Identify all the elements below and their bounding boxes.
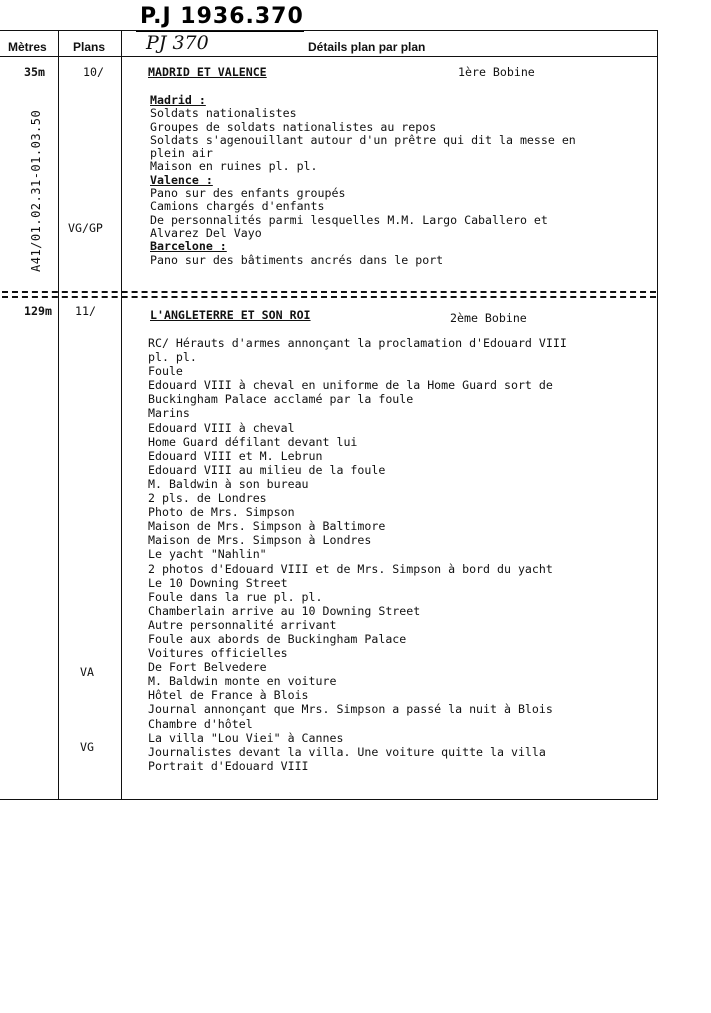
shot-line: Journal annonçant que Mrs. Simpson a passé la nuit à Blois [148, 702, 553, 717]
header-metres: Mètres [8, 40, 47, 54]
shot-line: Foule [148, 364, 183, 379]
section-separator [2, 291, 656, 293]
section2-title: L'ANGLETERRE ET SON ROI [150, 308, 311, 322]
section1-plan-no: 10/ [83, 65, 104, 79]
section2-lines [148, 337, 567, 774]
section1-title: MADRID ET VALENCE [148, 65, 267, 79]
section1-metres: 35m [24, 65, 45, 79]
shot-line: Foule aux abords de Buckingham Palace [148, 631, 407, 646]
shot-line: pl. pl. [148, 350, 197, 365]
shot-line: Buckingham Palace acclamé par la foule [148, 392, 414, 407]
shot-line: Edouard VIII à cheval en uniforme de la Home Guard sort de [148, 378, 553, 393]
header-top-rule [0, 30, 658, 31]
shot-line: Madrid : [150, 93, 206, 107]
section1-bobine: 1ère Bobine [458, 65, 535, 79]
section2-vg: VG [80, 740, 94, 754]
shot-line: Pano sur des bâtiments ancrés dans le port [150, 252, 444, 267]
shot-line: M. Baldwin à son bureau [148, 476, 309, 491]
shot-line: De personnalités parmi lesquelles M.M. Largo Caballero et [150, 212, 548, 227]
shot-line: Valence : [150, 172, 213, 187]
shot-line: La villa "Lou Viei" à Cannes [148, 730, 344, 745]
shot-line: Groupes de soldats nationalistes au repos [150, 119, 437, 134]
section1-lines [150, 94, 576, 267]
shot-line: Le yacht "Nahlin" [148, 547, 267, 562]
header-plans: Plans [73, 40, 106, 54]
shot-line: Maison de Mrs. Simpson à Londres [148, 533, 372, 548]
section2-metres: 129m [24, 304, 52, 318]
shot-line: Chamberlain arrive au 10 Downing Street [148, 603, 421, 618]
shot-line: De Fort Belvedere [148, 660, 267, 675]
shot-line: Voitures officielles [148, 646, 288, 661]
shot-line: Soldats s'agenouillant autour d'un prêtre qui dit la messe en [150, 132, 576, 147]
shot-line: Portrait d'Edouard VIII [148, 758, 309, 773]
shot-line: 2 pls. de Londres [148, 491, 267, 506]
shot-line: Pano sur des enfants groupés [150, 186, 346, 201]
column-rule-1 [58, 30, 59, 800]
archive-id: A41/01.02.31-01.03.50 [29, 109, 43, 272]
shot-line: Chambre d'hôtel [148, 716, 253, 731]
shot-line: Edouard VIII au milieu de la foule [148, 462, 386, 477]
shot-line: plein air [150, 146, 213, 161]
shot-line: Marins [148, 406, 190, 421]
shot-line: Soldats nationalistes [150, 106, 297, 121]
shot-line: Edouard VIII et M. Lebrun [148, 448, 323, 463]
header-bottom-rule [0, 56, 658, 57]
shot-line: Le 10 Downing Street [148, 575, 288, 590]
shot-line: RC/ Hérauts d'armes annonçant la proclamation d'Edouard VIII [148, 336, 567, 350]
shot-line: Alvarez Del Vayo [150, 225, 262, 240]
right-rule [657, 30, 658, 800]
shot-line: 2 photos d'Edouard VIII et de Mrs. Simpson à bord du yacht [148, 561, 553, 576]
shot-line: Journalistes devant la villa. Une voiture quitte la villa [148, 744, 546, 759]
section2-bobine: 2ème Bobine [450, 311, 527, 325]
shot-line: Hôtel de France à Blois [148, 688, 309, 703]
section-separator-2 [2, 296, 656, 298]
header-details: Détails plan par plan [308, 40, 426, 54]
bottom-rule [0, 799, 658, 800]
section2-plan-no: 11/ [75, 304, 96, 318]
shot-line: Photo de Mrs. Simpson [148, 505, 295, 520]
shot-line: M. Baldwin monte en voiture [148, 674, 337, 689]
shot-line: Maison de Mrs. Simpson à Baltimore [148, 519, 386, 534]
shot-line: Maison en ruines pl. pl. [150, 159, 318, 174]
shot-line: Home Guard défilant devant lui [148, 434, 358, 449]
shot-line: Foule dans la rue pl. pl. [148, 589, 323, 604]
column-rule-2 [121, 30, 122, 800]
shot-line: Camions chargés d'enfants [150, 199, 325, 214]
shot-line: Autre personnalité arrivant [148, 617, 337, 632]
section2-va: VA [80, 665, 94, 679]
shot-line: Edouard VIII à cheval [148, 420, 295, 435]
shot-line: Barcelone : [150, 239, 227, 254]
handwritten-reference: P.J 1936.370 [140, 4, 304, 29]
section1-vg-gp: VG/GP [68, 221, 103, 235]
handwritten-note: PJ 370 [146, 32, 209, 54]
